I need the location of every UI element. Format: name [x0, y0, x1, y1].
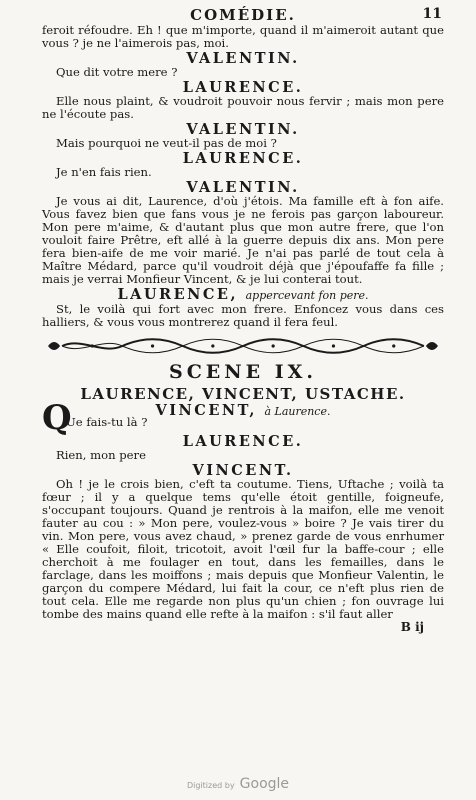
- scene-opening: [42, 398, 444, 438]
- speaker-name: VINCENT,: [155, 402, 257, 419]
- dialogue-paragraph: Que dit votre mere ?: [56, 65, 178, 79]
- dialogue-paragraph: Oh ! je le crois bien, c'eft ta coutume. Tiens, Uftache ; voilà ta fœur ; il y a quelque tems qu'elle étoit gentille, foigneufe, s'occupant toujours. Quand je rentrois à la maifon, elle me venoit fauter au cou : » Mon pere, voulez-vous » boire ? Je vais tirer du vin. Mon pere, vous avez chaud, » prenez garde de vous enrhumer « Elle coufoit, filoit, tricotoit, avoit l'œil fur la baffe-cour ; elle cherchoit à me foulager en tout, dans les femailles, dans le farclage, dans les moiffons ; mais depuis que Monfieur Valentin, le garçon du compere Médard, lui fait la cour, ce n'eft plus rien de tout cela. Elle me regarde non plus qu'un chien ; fon ouvrage lui tombe des mains quand elle refte à la maifon : s'il faut aller: [42, 477, 444, 621]
- speaker-name: LAURENCE.: [182, 433, 304, 450]
- running-head: COMÉDIE.: [190, 6, 296, 24]
- scene-title: SCENE IX.: [168, 361, 318, 383]
- dialogue-paragraph: feroit réfoudre. Eh ! que m'importe, quand il m'aimeroit autant que vous ? je ne l'aimerois pas, moi.: [42, 23, 444, 50]
- dialogue-paragraph: Elle nous plaint, & voudroit pouvoir nous fervir ; mais mon pere ne l'écoute pas.: [42, 94, 444, 121]
- scene-characters: LAURENCE, VINCENT, USTACHE.: [80, 385, 406, 403]
- page-header: [42, 6, 444, 24]
- dialogue-paragraph: St, le voilà qui fort avec mon frere. Enfoncez vous dans ces halliers, & vous vous montrerez quand il fera feul.: [42, 302, 444, 329]
- speaker-heading: [42, 80, 444, 95]
- signature-mark: B ij: [400, 620, 424, 634]
- dialogue-paragraph: Rien, mon pere: [56, 448, 146, 462]
- dialogue-paragraph: Je n'en fais rien.: [56, 165, 152, 179]
- speaker-heading: [42, 122, 444, 137]
- stage-direction: à Laurence.: [264, 405, 331, 418]
- speaker-heading: [42, 434, 444, 449]
- speaker-name: LAURENCE,: [117, 286, 239, 303]
- digitization-watermark: [0, 773, 476, 792]
- stage-direction: appercevant fon pere.: [245, 289, 369, 302]
- speaker-name: VALENTIN.: [186, 50, 300, 67]
- drop-cap: Q: [42, 398, 72, 438]
- speaker-heading: [42, 287, 444, 303]
- dialogue-paragraph: Mais pourquoi ne veut-il pas de moi ?: [56, 136, 277, 150]
- divider-ornament-icon: [42, 335, 444, 357]
- ornamental-divider: [42, 335, 444, 357]
- dialogue-block-2: [42, 434, 444, 621]
- speaker-heading: [42, 180, 444, 195]
- speaker-name: VALENTIN.: [186, 179, 300, 196]
- dialogue-block-1: [42, 24, 444, 329]
- watermark-prefix: Digitized by: [186, 781, 235, 790]
- speaker-heading: [42, 463, 444, 478]
- speaker-heading: [42, 51, 444, 66]
- speaker-name: LAURENCE.: [182, 79, 304, 96]
- speaker-name: LAURENCE.: [182, 150, 304, 167]
- drop-cap-line-text: Ue fais-tu là ?: [66, 415, 148, 429]
- speaker-name: VINCENT.: [192, 462, 294, 479]
- page-number: 11: [422, 6, 442, 22]
- watermark-brand: Google: [239, 776, 290, 792]
- speaker-name: VALENTIN.: [186, 121, 300, 138]
- speaker-heading: [42, 151, 444, 166]
- dialogue-paragraph: Je vous ai dit, Laurence, d'où j'étois. Ma famille eft à fon aife. Vous favez bien que fans vous je ne ferois pas garçon laboureur. Mon pere m'aime, & d'autant plus que mon autre frere, que l'on vouloit faire Prêtre, eft allé à la guerre depuis dix ans. Mon pere fera bien-aife de me voir marié. Je n'ai pas parlé de tout cela à Maître Médard, parce qu'il voudroit déjà que j'époufaffe fa fille ; mais je verrai Monfieur Vincent, & je lui conterai tout.: [42, 194, 444, 286]
